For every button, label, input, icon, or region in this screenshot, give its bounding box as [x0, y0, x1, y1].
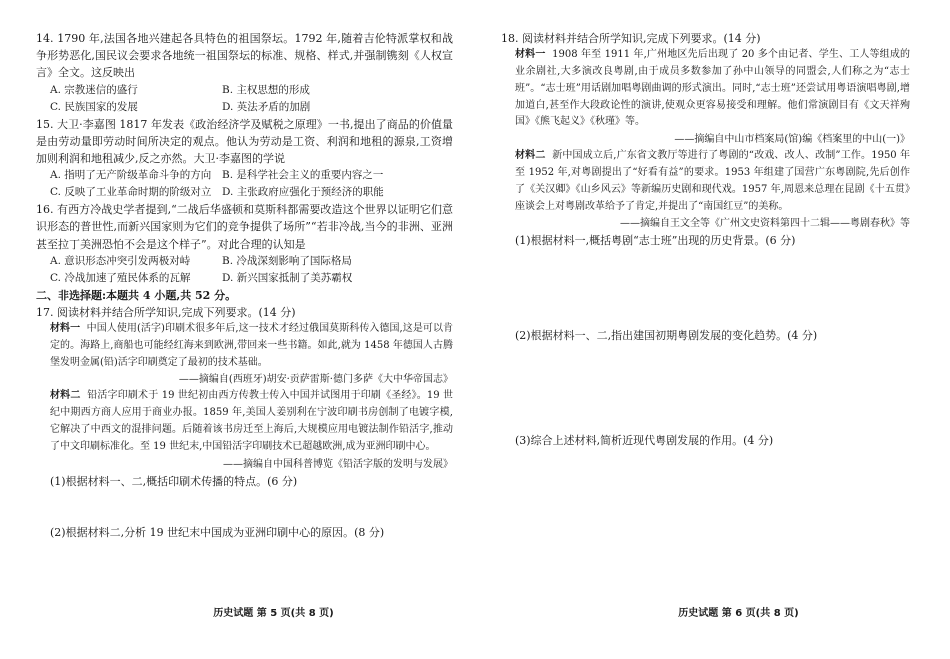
q18-material-2-text: 新中国成立后,广东省文教厅等进行了粤剧的“改戏、改人、改制”工作。1950 年至 1952 年,对粤剧提出了“好看有益”的要求。1953 年组建了国营广东粤剧院,先后创作了《关汉卿》《山乡风云》等新编历史剧和现代戏。1957 年,周恩来总理在昆剧《十五贯》座谈会上对粤剧改革给予了肯定,并提出了“南国红豆”的美称。 [515, 150, 911, 212]
q18-answer-space-1 [501, 249, 910, 327]
q17-material-1 [36, 321, 453, 371]
q17-material-1-label: 材料一 [50, 323, 81, 335]
q17-material-2-label: 材料二 [50, 390, 81, 402]
q15-option-a: A. 指明了无产阶级革命斗争的方向 [50, 169, 212, 182]
q15-option-c: C. 反映了工业革命时期的阶级对立 [50, 186, 212, 199]
q18-material-1 [501, 47, 910, 131]
q16-option-b: B. 冷战深刻影响了国际格局 [222, 254, 352, 267]
q18-material-1-text: 1908 年至 1911 年,广州地区先后出现了 20 多个由记者、学生、工人等组成的业余剧社,大多演改良粤剧,由于成员多数参加了孙中山领导的同盟会,人们称之为“志士班”。“志士班”用话剧加唱粤剧曲调的形式演出。同时,“志士班”还尝试用粤语演唱粤剧,增加道白,甚至作大段政论性的演讲,使观众更容易接受和理解。他们常演剧目有《文天祥殉国》《熊飞起义》《秋瑾》等。 [515, 49, 911, 128]
q18-stem: 18. 阅读材料并结合所学知识,完成下列要求。(14 分) [501, 32, 761, 45]
q18-answer-space-2 [501, 344, 910, 432]
q16-options [36, 253, 453, 287]
q14-option-b: B. 主权思想的形成 [222, 83, 310, 96]
q14-option-c: C. 民族国家的发展 [50, 100, 138, 113]
q17-sub2: (2)根据材料二,分析 19 世纪末中国成为亚洲印刷中心的原因。(8 分) [50, 525, 385, 539]
right-footer: 历史试题 第 6 页(共 8 页) [678, 608, 799, 619]
q17-material-2-text: 铅活字印刷术于 19 世纪初由西方传教士传入中国并试图用于印刷《圣经》。19 世纪中期西方商人应用于商业办报。1859 年,美国人姜别利在宁波印刷书房创制了电镀字模,它解决了中西文的混排问题。后随着该书房迁至上海后,大规模应用电镀法制作铅活字,推动了中文印刷标准化。至 19 世纪末,中国铅活字印刷技术已超越欧洲,成为亚洲印刷中心。 [50, 390, 453, 452]
q18-material-2-source: ——摘编自王文全等《广州文史资料第四十二辑——粤剧春秋》等 [620, 218, 910, 230]
q17-material-2 [36, 388, 453, 455]
q17-sub1: (1)根据材料一、二,概括印刷术传播的特点。(6 分) [50, 474, 298, 488]
q18-sub3: (3)综合上述材料,简析近现代粤剧发展的作用。(4 分) [515, 434, 774, 448]
q14-option-d: D. 英法矛盾的加剧 [222, 100, 311, 113]
q18-sub2: (2)根据材料一、二,指出建国初期粤剧发展的变化趋势。(4 分) [515, 329, 818, 343]
q17-answer-space-1 [36, 490, 453, 524]
q17-material-2-source: ——摘编自中国科普博览《铅活字版的发明与发展》 [223, 458, 453, 470]
q18-material-2-label: 材料二 [515, 150, 546, 162]
q18-material-1-source: ——摘编自中山市档案局(馆)编《档案里的中山(一)》 [674, 134, 910, 146]
q16-stem: 16. 有西方冷战史学者提到,“二战后华盛顿和莫斯科都需要改造这个世界以证明它们意识形态的普世性,而新兴国家则为它们的竞争提供了场所”“若非冷战,当今的非洲、亚洲甚至拉丁美洲恐怕不会是这个样子”。对此合理的认知是 [36, 203, 453, 251]
q17-material-1-text: 中国人使用(活字)印刷术很多年后,这一技术才经过俄国莫斯科传入德国,这是可以肯定的。海路上,商船也可能经红海来到欧洲,带回来一些书籍。如此,就为 1458 年德国人古腾堡发明金属(铅)活字印刷奠定了最初的技术基础。 [50, 323, 454, 368]
q14-stem: 14. 1790 年,法国各地兴建起各具特色的祖国祭坛。1792 年,随着吉伦特派掌权和战争形势恶化,国民议会要求各地统一祖国祭坛的标准、规格、样式,并强制镌刻《人权宣言》全文。这反映出 [36, 32, 453, 80]
q15-option-b: B. 是科学社会主义的重要内容之一 [222, 169, 384, 182]
left-footer: 历史试题 第 5 页(共 8 页) [213, 608, 334, 619]
q14-options [36, 82, 453, 116]
section-heading: 二、非选择题:本题共 4 小题,共 52 分。 [36, 288, 237, 302]
q17-material-1-source: ——摘编自(西班牙)胡安·贡萨雷斯·德门多萨《大中华帝国志》 [178, 374, 453, 386]
right-page [475, 0, 950, 659]
q16-option-d: D. 新兴国家抵制了美苏霸权 [222, 271, 353, 284]
q15-option-d: D. 主张政府应强化于预经济的职能 [222, 186, 384, 199]
q17-stem: 17. 阅读材料并结合所学知识,完成下列要求。(14 分) [36, 305, 296, 319]
q15-stem: 15. 大卫·李嘉图 1817 年发表《政治经济学及赋税之原理》一书,提出了商品的价值量是由劳动量即劳动时间所决定的观点。他认为劳动是工资、利润和地租的源泉,工资增加则利润和地租减少,反之亦然。大卫·李嘉图的学说 [36, 117, 453, 166]
q16-option-a: A. 意识形态冲突引发两极对峙 [50, 254, 191, 267]
q18-sub1: (1)根据材料一,概括粤剧“志士班”出现的历史背景。(6 分) [515, 234, 796, 248]
q18-material-2 [501, 148, 910, 215]
q18-material-1-label: 材料一 [515, 49, 546, 61]
q16-option-c: C. 冷战加速了殖民体系的瓦解 [50, 271, 191, 284]
q14-option-a: A. 宗教迷信的盛行 [50, 83, 138, 96]
q15-options [36, 167, 453, 201]
